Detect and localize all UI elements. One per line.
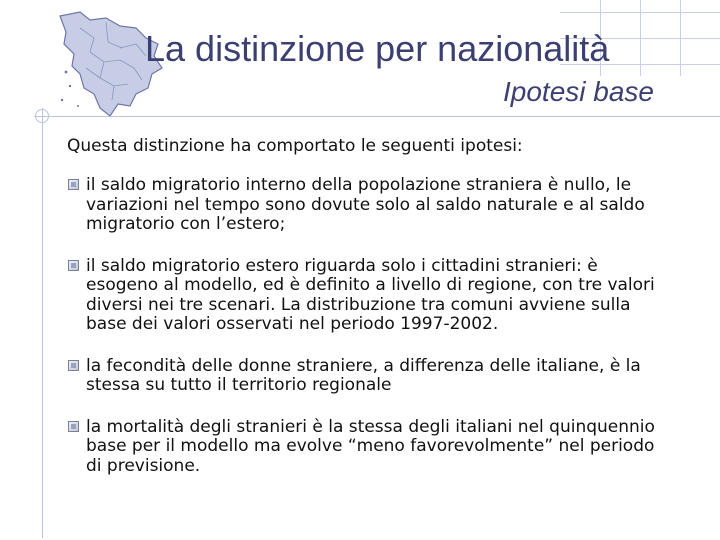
- bullet-item: [68, 176, 668, 235]
- bullet-text: la mortalità degli stranieri è la stessa degli italiani nel quinquennio base per il modello ma evolve “meno favorevolmente” nel periodo di previsione.: [86, 416, 655, 476]
- bullet-square-icon: [68, 260, 79, 271]
- bullet-item: [68, 357, 668, 396]
- bullet-square-icon: [68, 360, 79, 371]
- guide-line-horizontal: [34, 116, 720, 117]
- bullet-text: il saldo migratorio estero riguarda solo i cittadini stranieri: è esogeno al modello, ed è definito a livello di regione, con tre valori diversi nei tre scenari. La distribuzione tra comuni avviene sulla base dei valori osservati nel periodo 1997-2002.: [86, 255, 655, 334]
- intro-text: Questa distinzione ha comportato le seguenti ipotesi:: [67, 136, 523, 156]
- bullet-list: [68, 176, 668, 498]
- decor-grid-line: [680, 0, 681, 76]
- decor-grid-line: [640, 0, 641, 76]
- guide-line-vertical: [42, 108, 43, 538]
- slide-title: La distinzione per nazionalità: [145, 28, 610, 69]
- slide-subtitle: Ipotesi base: [503, 76, 654, 107]
- bullet-item: [68, 418, 668, 477]
- bullet-text: la fecondità delle donne straniere, a differenza delle italiane, è la stessa su tutto il territorio regionale: [86, 355, 641, 395]
- bullet-text: il saldo migratorio interno della popolazione straniera è nullo, le variazioni nel tempo sono dovute solo al saldo naturale e al saldo migratorio con l’estero;: [86, 175, 645, 234]
- bullet-square-icon: [68, 179, 79, 190]
- guide-circle: [35, 109, 49, 123]
- bullet-item: [68, 257, 668, 335]
- bullet-square-icon: [68, 421, 79, 432]
